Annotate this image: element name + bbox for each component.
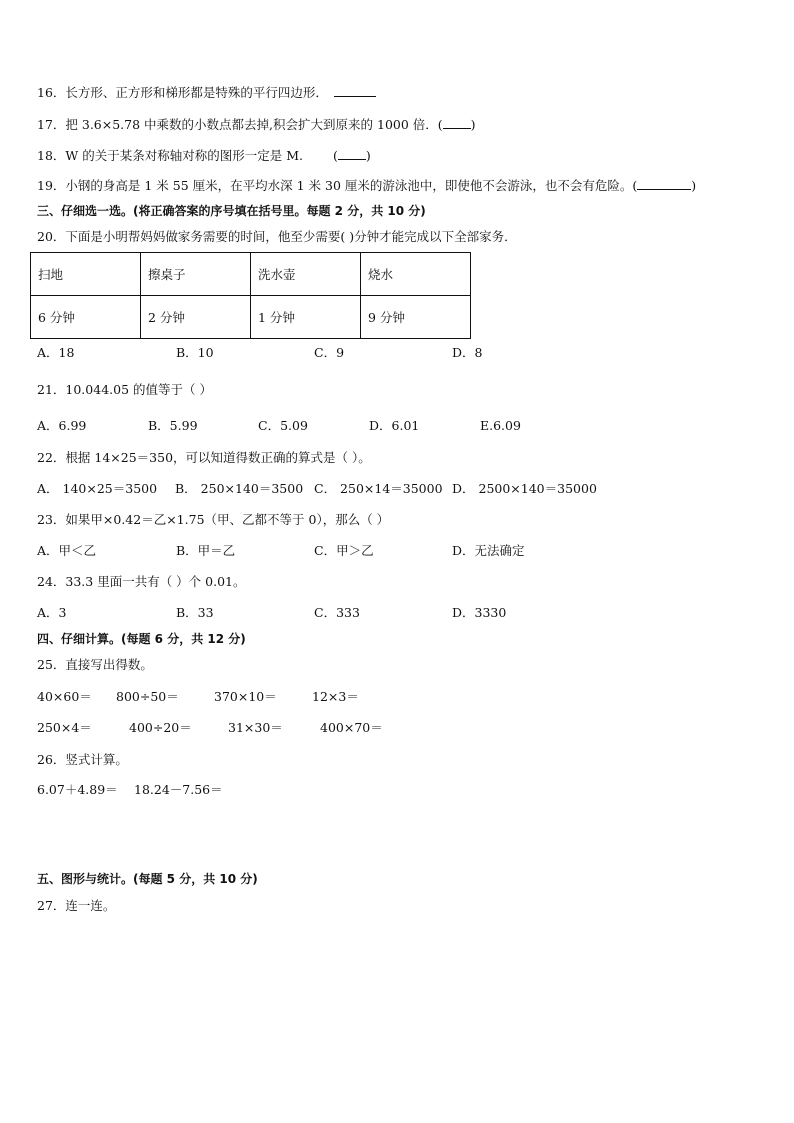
- table-header-cell: 烧水: [361, 253, 471, 296]
- question-16: [37, 84, 376, 101]
- question-24-text: 24．33.3 里面一共有（ ）个 0.01。: [37, 574, 246, 589]
- calc-item: 800÷50＝: [116, 689, 179, 704]
- option-d[interactable]: D．无法确定: [452, 543, 525, 558]
- calc-item: 370×10＝: [214, 689, 277, 704]
- option-c[interactable]: C． 250×14＝35000: [314, 481, 443, 496]
- option-e[interactable]: E.6.09: [480, 418, 521, 433]
- question-19-close: ): [691, 178, 697, 193]
- table-cell: 2 分钟: [141, 296, 251, 339]
- table-row: [31, 296, 471, 339]
- chore-time-table: [30, 252, 471, 339]
- answer-blank-18[interactable]: [338, 147, 366, 160]
- question-19: [37, 177, 696, 194]
- table-row: [31, 253, 471, 296]
- question-18: [37, 147, 371, 164]
- question-18-text: 18．W 的关于某条对称轴对称的图形一定是 M.: [37, 148, 303, 163]
- option-a[interactable]: A．18: [37, 345, 75, 360]
- table-header-cell: 洗水壶: [251, 253, 361, 296]
- table-cell: 1 分钟: [251, 296, 361, 339]
- section-3-heading: 三、仔细选一选。(将正确答案的序号填在括号里。每题 2 分，共 10 分): [37, 204, 426, 218]
- option-c[interactable]: C．甲＞乙: [314, 543, 374, 558]
- table-header-cell: 扫地: [31, 253, 141, 296]
- table-cell: 6 分钟: [31, 296, 141, 339]
- option-d[interactable]: D．3330: [452, 605, 507, 620]
- question-17-close: ): [470, 117, 476, 132]
- answer-blank-19[interactable]: [637, 177, 691, 190]
- option-d[interactable]: D．8: [452, 345, 483, 360]
- calc-item: 31×30＝: [228, 720, 283, 735]
- question-17-text: 17．把 3.6×5.78 中乘数的小数点都去掉,积会扩大到原来的 1000 倍．(: [37, 117, 443, 132]
- question-25-text: 25．直接写出得数。: [37, 657, 153, 672]
- question-16-text: 16．长方形、正方形和梯形都是特殊的平行四边形．: [37, 85, 328, 100]
- option-b[interactable]: B．33: [176, 605, 214, 620]
- option-c[interactable]: C．9: [314, 345, 345, 360]
- question-23-text: 23．如果甲×0.42＝乙×1.75（甲、乙都不等于 0），那么（ ）: [37, 512, 390, 527]
- calc-item: 400×70＝: [320, 720, 383, 735]
- option-d[interactable]: D．6.01: [369, 418, 420, 433]
- question-20-text: 20．下面是小明帮妈妈做家务需要的时间，他至少需要( )分钟才能完成以下全部家务．: [37, 229, 517, 244]
- calc-item: 6.07＋4.89＝: [37, 782, 118, 797]
- calc-item: 250×4＝: [37, 720, 92, 735]
- option-c[interactable]: C．5.09: [258, 418, 308, 433]
- option-b[interactable]: B．5.99: [148, 418, 198, 433]
- question-22-text: 22．根据 14×25＝350，可以知道得数正确的算式是（ ）。: [37, 450, 371, 465]
- option-c[interactable]: C．333: [314, 605, 360, 620]
- question-17: [37, 116, 476, 133]
- option-d[interactable]: D． 2500×140＝35000: [452, 481, 597, 496]
- question-18-close: ): [365, 148, 371, 163]
- calc-item: 40×60＝: [37, 689, 92, 704]
- section-5-heading: 五、图形与统计。(每题 5 分，共 10 分): [37, 872, 258, 886]
- option-a[interactable]: A．3: [37, 605, 67, 620]
- calc-item: 400÷20＝: [129, 720, 192, 735]
- calc-item: 18.24－7.56＝: [134, 782, 223, 797]
- table-cell: 9 分钟: [361, 296, 471, 339]
- option-b[interactable]: B．10: [176, 345, 214, 360]
- option-a[interactable]: A．甲＜乙: [37, 543, 97, 558]
- option-a[interactable]: A． 140×25＝3500: [37, 481, 158, 496]
- option-b[interactable]: B． 250×140＝3500: [175, 481, 304, 496]
- question-27-text: 27．连一连。: [37, 898, 116, 913]
- question-19-text: 19．小钢的身高是 1 米 55 厘米，在平均水深 1 米 30 厘米的游泳池中，即使他不会游泳，也不会有危险。(: [37, 178, 638, 193]
- question-18-open: (: [332, 148, 338, 163]
- answer-blank-16[interactable]: [334, 84, 376, 97]
- question-21-text: 21．10.044.05 的值等于（ ）: [37, 382, 212, 397]
- answer-blank-17[interactable]: [443, 116, 471, 129]
- question-26-text: 26．竖式计算。: [37, 752, 128, 767]
- option-b[interactable]: B．甲＝乙: [176, 543, 236, 558]
- table-header-cell: 擦桌子: [141, 253, 251, 296]
- calc-item: 12×3＝: [312, 689, 359, 704]
- section-4-heading: 四、仔细计算。(每题 6 分，共 12 分): [37, 632, 246, 646]
- option-a[interactable]: A．6.99: [37, 418, 87, 433]
